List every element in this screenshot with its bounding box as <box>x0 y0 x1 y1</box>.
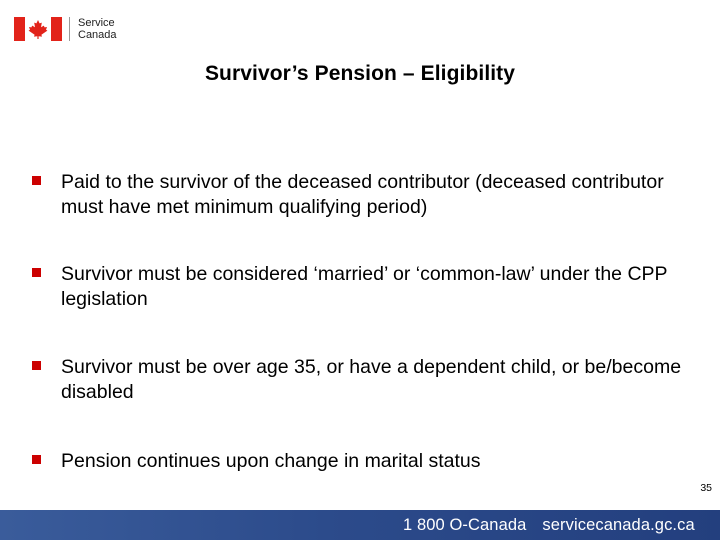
logo-line-canada: Canada <box>78 29 117 41</box>
logo-line-service: Service <box>78 17 115 29</box>
bullet-marker-icon <box>32 268 41 277</box>
logo-divider <box>69 17 70 41</box>
footer-phone: 1 800 O-Canada <box>403 516 527 534</box>
footer-bar <box>0 510 720 540</box>
bullet-marker-icon <box>32 361 41 370</box>
bullet-item <box>32 262 701 312</box>
page-number: 35 <box>700 482 712 494</box>
footer-contact <box>403 516 695 535</box>
canada-flag-icon <box>14 17 62 41</box>
bullet-marker-icon <box>32 455 41 464</box>
bullet-marker-icon <box>32 176 41 185</box>
slide-title: Survivor’s Pension – Eligibility <box>204 62 516 85</box>
logo-wordmark <box>78 17 117 41</box>
bullet-item <box>32 449 701 474</box>
bullet-item <box>32 170 701 220</box>
bullet-text: Survivor must be over age 35, or have a dependent child, or be/become disabled <box>61 356 682 403</box>
bullet-text: Paid to the survivor of the deceased contributor (deceased contributor must have met minimum qualifying period) <box>61 171 664 218</box>
bullet-text: Pension continues upon change in marital status <box>61 450 481 472</box>
footer-website: servicecanada.gc.ca <box>542 516 695 534</box>
bullet-text: Survivor must be considered ‘married’ or ‘common-law’ under the CPP legislation <box>61 263 668 310</box>
bullet-item <box>32 355 701 405</box>
service-canada-logo <box>14 17 117 41</box>
